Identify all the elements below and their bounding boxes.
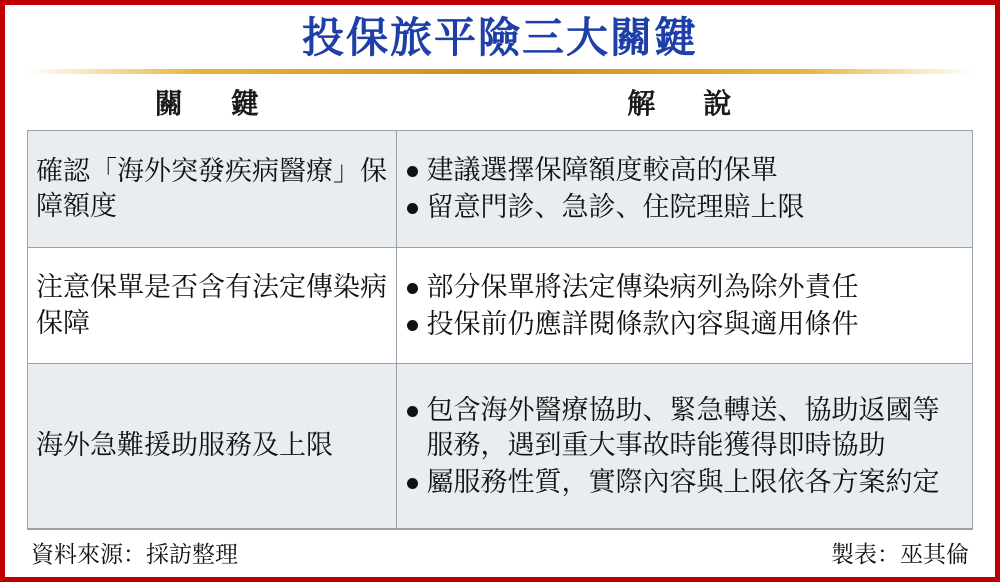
list-item: 屬服務性質，實際內容與上限依各方案約定 — [405, 465, 964, 500]
bullet-list — [405, 393, 964, 500]
row-explanation — [396, 131, 972, 248]
maker-note: 製表：巫其倫 — [831, 541, 969, 567]
list-item: 包含海外醫療協助、緊急轉送、協助返國等服務，遇到重大事故時能獲得即時協助 — [405, 393, 964, 463]
table-head — [28, 76, 973, 131]
list-item: 投保前仍應詳閱條款內容與適用條件 — [405, 307, 964, 342]
card-inner — [5, 5, 995, 577]
column-header-explain: 解 說 — [396, 76, 972, 131]
row-key: 海外急難援助服務及上限 — [28, 364, 397, 529]
table-row — [28, 247, 973, 364]
row-explanation — [396, 247, 972, 364]
gold-divider — [27, 69, 973, 74]
source-note: 資料來源：採訪整理 — [31, 541, 238, 567]
list-item: 建議選擇保障額度較高的保單 — [405, 153, 964, 188]
list-item: 部分保單將法定傳染病列為除外責任 — [405, 270, 964, 305]
bullet-list — [405, 270, 964, 342]
table-body — [28, 131, 973, 529]
bullet-list — [405, 153, 964, 225]
table-row — [28, 364, 973, 529]
list-item: 留意門診、急診、住院理賠上限 — [405, 190, 964, 225]
row-explanation — [396, 364, 972, 529]
column-header-key: 關 鍵 — [28, 76, 397, 131]
card-footer — [27, 529, 973, 577]
row-key: 確認「海外突發疾病醫療」保障額度 — [28, 131, 397, 248]
key-points-table — [27, 76, 973, 529]
page-title: 投保旅平險三大關鍵 — [301, 14, 698, 61]
row-key: 注意保單是否含有法定傳染病保障 — [28, 247, 397, 364]
table-header-row — [28, 76, 973, 131]
table-row — [28, 131, 973, 248]
